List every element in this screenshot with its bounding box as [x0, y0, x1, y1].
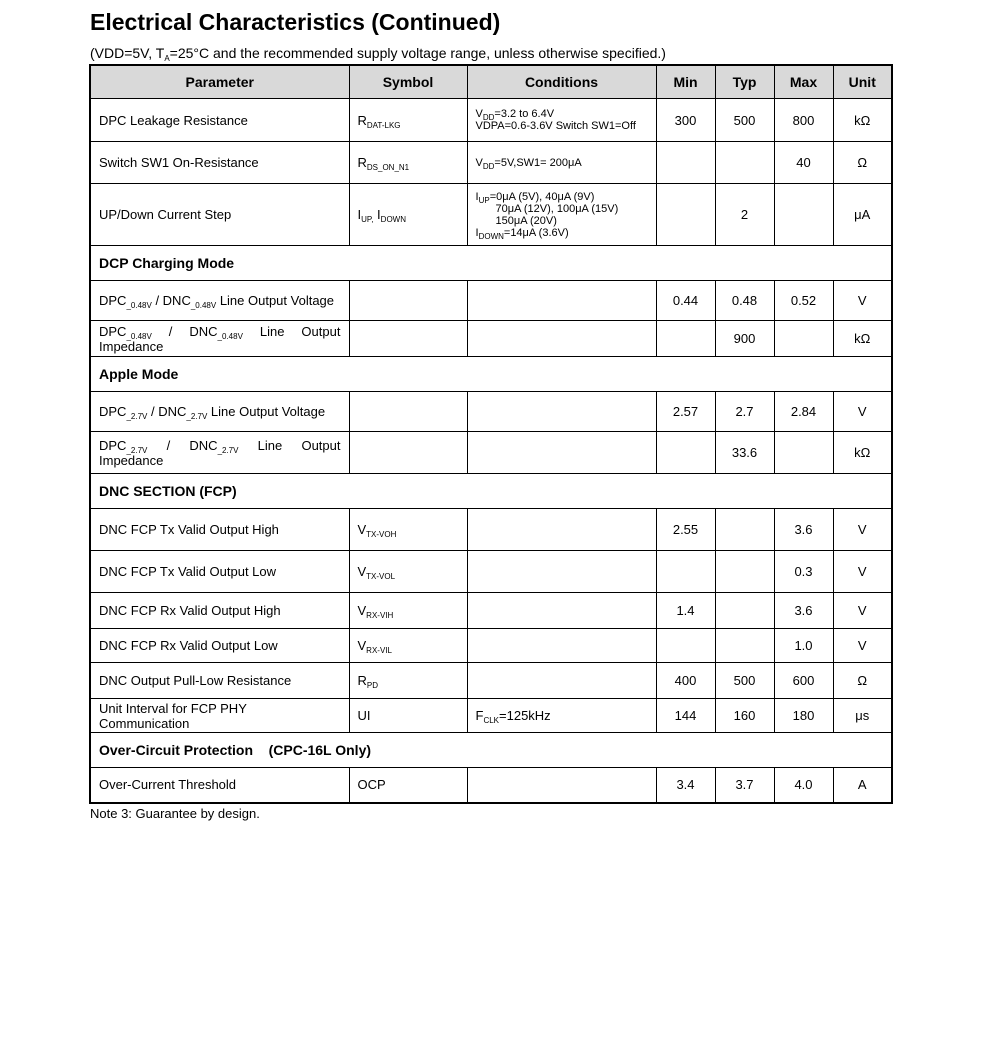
- symbol-cell: $V_{TX-VOL}$: [349, 551, 467, 593]
- max-cell: 600: [774, 663, 833, 699]
- parameter-cell: DNC Output Pull-Low Resistance: [90, 663, 349, 699]
- min-cell: [656, 142, 715, 184]
- max-cell: 3.6: [774, 509, 833, 551]
- table-row: [90, 699, 892, 733]
- max-cell: 0.52: [774, 281, 833, 321]
- typ-cell: [715, 142, 774, 184]
- symbol-cell: [349, 432, 467, 474]
- parameter-cell: DNC FCP Tx Valid Output Low: [90, 551, 349, 593]
- unit-cell: μA: [833, 184, 892, 246]
- table-row: [90, 629, 892, 663]
- parameter-cell: UP/Down Current Step: [90, 184, 349, 246]
- max-cell: 2.84: [774, 392, 833, 432]
- max-cell: 3.6: [774, 593, 833, 629]
- conditions-cell: [467, 593, 656, 629]
- header-conditions: Conditions: [467, 65, 656, 99]
- max-cell: 1.0: [774, 629, 833, 663]
- typ-cell: 500: [715, 99, 774, 142]
- header-symbol: Symbol: [349, 65, 467, 99]
- symbol-cell: $R_{PD}$: [349, 663, 467, 699]
- unit-cell: V: [833, 593, 892, 629]
- min-cell: 2.57: [656, 392, 715, 432]
- section-title: Over-Circuit Protection (CPC-16L Only): [90, 733, 892, 768]
- section-row: [90, 474, 892, 509]
- table-row: [90, 432, 892, 474]
- symbol-cell: [349, 321, 467, 357]
- footnote: Note 3: Guarantee by design.: [90, 806, 260, 821]
- symbol-cell: UI: [349, 699, 467, 733]
- unit-cell: Ω: [833, 663, 892, 699]
- parameter-cell: $DPC_{\_0.48V} / DNC_{\_0.48V}$ Line Output Voltage: [90, 281, 349, 321]
- unit-cell: kΩ: [833, 321, 892, 357]
- typ-cell: 160: [715, 699, 774, 733]
- typ-cell: [715, 509, 774, 551]
- table-row: [90, 99, 892, 142]
- table-header-row: [90, 65, 892, 99]
- unit-cell: kΩ: [833, 99, 892, 142]
- table-row: [90, 184, 892, 246]
- parameter-cell: DPC Leakage Resistance: [90, 99, 349, 142]
- typ-cell: 33.6: [715, 432, 774, 474]
- unit-cell: V: [833, 629, 892, 663]
- symbol-cell: $V_{RX-VIL}$: [349, 629, 467, 663]
- test-conditions: (VDD=5V, $T_A=25^\circ C$ and the recommended supply voltage range, unless otherwise specified.): [90, 45, 666, 63]
- unit-cell: Ω: [833, 142, 892, 184]
- max-cell: [774, 432, 833, 474]
- section-title: DNC SECTION (FCP): [90, 474, 892, 509]
- symbol-cell: $R_{DS\_ON\_N1}$: [349, 142, 467, 184]
- max-cell: 4.0: [774, 768, 833, 803]
- section-row: [90, 246, 892, 281]
- header-min: Min: [656, 65, 715, 99]
- parameter-cell: $DPC_{\_2.7V} / DNC_{\_2.7V}$ Line Output Voltage: [90, 392, 349, 432]
- conditions-cell: [467, 509, 656, 551]
- conditions-cell: $V_{DD}=5V,SW1= 200\mu A$: [467, 142, 656, 184]
- conditions-cell: $V_{DD}=3.2$ to 6.4V VDPA=0.6-3.6V Switch SW1=Off: [467, 99, 656, 142]
- unit-cell: V: [833, 281, 892, 321]
- symbol-cell: [349, 281, 467, 321]
- page-title: Electrical Characteristics (Continued): [90, 9, 501, 35]
- min-cell: [656, 432, 715, 474]
- max-cell: 40: [774, 142, 833, 184]
- symbol-cell: $V_{TX-VOH}$: [349, 509, 467, 551]
- table-row: [90, 663, 892, 699]
- unit-cell: kΩ: [833, 432, 892, 474]
- parameter-cell: Switch SW1 On-Resistance: [90, 142, 349, 184]
- typ-cell: 2: [715, 184, 774, 246]
- max-cell: [774, 321, 833, 357]
- table-row: [90, 593, 892, 629]
- electrical-characteristics-table: [89, 64, 893, 804]
- unit-cell: μs: [833, 699, 892, 733]
- unit-cell: V: [833, 509, 892, 551]
- parameter-cell: Over-Current Threshold: [90, 768, 349, 803]
- header-unit: Unit: [833, 65, 892, 99]
- parameter-cell: DNC FCP Tx Valid Output High: [90, 509, 349, 551]
- section-title: DCP Charging Mode: [90, 246, 892, 281]
- typ-cell: 900: [715, 321, 774, 357]
- typ-cell: 2.7: [715, 392, 774, 432]
- table-row: [90, 392, 892, 432]
- conditions-cell: [467, 551, 656, 593]
- typ-cell: [715, 551, 774, 593]
- table-row: [90, 551, 892, 593]
- conditions-cell: [467, 663, 656, 699]
- typ-cell: [715, 629, 774, 663]
- min-cell: 300: [656, 99, 715, 142]
- table-row: [90, 768, 892, 803]
- symbol-cell: $V_{RX-VIH}$: [349, 593, 467, 629]
- header-max: Max: [774, 65, 833, 99]
- conditions-cell: $I_{UP}=0\mu A$ (5V), 40μA (9V) 70μA (12V), 100μA (15V) 150μA (20V) $I_{DOWN}=14\mu A$ (3.6V): [467, 184, 656, 246]
- min-cell: 400: [656, 663, 715, 699]
- table-row: [90, 509, 892, 551]
- min-cell: 0.44: [656, 281, 715, 321]
- conditions-cell: [467, 281, 656, 321]
- max-cell: [774, 184, 833, 246]
- min-cell: [656, 551, 715, 593]
- min-cell: 1.4: [656, 593, 715, 629]
- parameter-cell: DNC FCP Rx Valid Output High: [90, 593, 349, 629]
- parameter-cell: $DPC_{\_0.48V}$ / $DNC_{\_0.48V}$ Line Output Impedance: [90, 321, 349, 357]
- table-row: [90, 321, 892, 357]
- min-cell: 3.4: [656, 768, 715, 803]
- min-cell: 144: [656, 699, 715, 733]
- unit-cell: A: [833, 768, 892, 803]
- max-cell: 800: [774, 99, 833, 142]
- unit-cell: V: [833, 551, 892, 593]
- header-parameter: Parameter: [90, 65, 349, 99]
- conditions-cell: [467, 629, 656, 663]
- parameter-cell: Unit Interval for FCP PHY Communication: [90, 699, 349, 733]
- typ-cell: 3.7: [715, 768, 774, 803]
- section-row: [90, 357, 892, 392]
- max-cell: 0.3: [774, 551, 833, 593]
- header-typ: Typ: [715, 65, 774, 99]
- conditions-cell: [467, 321, 656, 357]
- parameter-cell: DNC FCP Rx Valid Output Low: [90, 629, 349, 663]
- conditions-cell: [467, 432, 656, 474]
- section-row: [90, 733, 892, 768]
- conditions-cell: $F_{CLK}=125kHz$: [467, 699, 656, 733]
- typ-cell: 500: [715, 663, 774, 699]
- min-cell: [656, 321, 715, 357]
- table-row: [90, 281, 892, 321]
- symbol-cell: [349, 392, 467, 432]
- symbol-cell: $I_{UP,}$ $I_{DOWN}$: [349, 184, 467, 246]
- section-title: Apple Mode: [90, 357, 892, 392]
- table-row: [90, 142, 892, 184]
- unit-cell: V: [833, 392, 892, 432]
- conditions-cell: [467, 392, 656, 432]
- symbol-cell: $R_{DAT-LKG}$: [349, 99, 467, 142]
- parameter-cell: $DPC_{\_2.7V}$ / $DNC_{\_2.7V}$ Line Output Impedance: [90, 432, 349, 474]
- min-cell: [656, 629, 715, 663]
- min-cell: 2.55: [656, 509, 715, 551]
- typ-cell: [715, 593, 774, 629]
- typ-cell: 0.48: [715, 281, 774, 321]
- conditions-cell: [467, 768, 656, 803]
- min-cell: [656, 184, 715, 246]
- max-cell: 180: [774, 699, 833, 733]
- symbol-cell: OCP: [349, 768, 467, 803]
